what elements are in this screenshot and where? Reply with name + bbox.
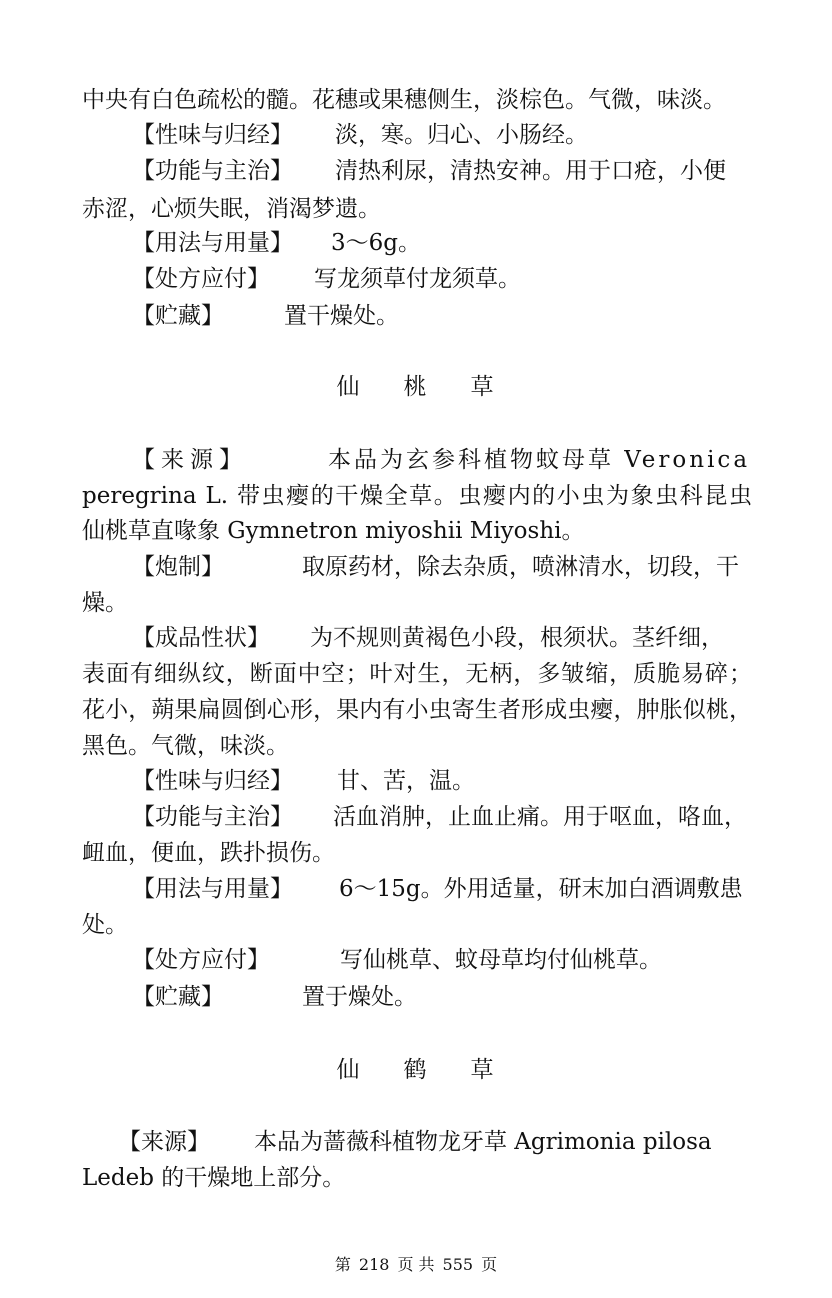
xtc-processing-row <box>132 550 752 584</box>
xtc-usage-value: 6～15g。外用适量，研末加白酒调敷患 <box>339 876 743 902</box>
entry-title-xianhecao <box>0 1053 832 1087</box>
prev-function-row <box>132 154 752 188</box>
xtc-source-row <box>132 443 752 477</box>
prev-storage-label: 【贮藏】 <box>132 303 224 329</box>
prev-taste-label: 【性味与归经】 <box>132 122 293 148</box>
xtc-taste-label: 【性味与归经】 <box>132 768 293 794</box>
prev-prescription-label: 【处方应付】 <box>132 266 270 292</box>
xtc-source-label: 【来源】 <box>132 447 248 473</box>
prev-function-cont: 赤涩，心烦失眠，消渴梦遗。 <box>82 196 381 222</box>
page-footer <box>0 1254 832 1276</box>
xtc-function-row <box>132 800 752 834</box>
prev-description-tail: 中央有白色疏松的髓。花穗或果穗侧生，淡棕色。气微，味淡。 <box>82 87 726 113</box>
xtc-source-cont-2: 仙桃草直喙象 Gymnetron miyoshii Miyoshi。 <box>82 518 585 544</box>
prev-storage-row <box>132 299 752 333</box>
title-char: 鹤 <box>403 1057 429 1083</box>
prev-function-value: 清热利尿，清热安神。用于口疮，小便 <box>335 158 726 184</box>
xtc-taste-row <box>132 764 752 798</box>
footer-prefix: 第 <box>334 1255 351 1274</box>
xtc-source-cont-1: peregrina L. 带虫瘿的干燥全草。虫瘿内的小虫为象虫科昆虫 <box>82 483 752 509</box>
xhc-source-row <box>118 1125 752 1159</box>
xtc-character-cont-1: 表面有细纵纹，断面中空；叶对生，无柄，多皱缩，质脆易碎； <box>82 661 752 687</box>
xtc-character-cont-3: 黑色。气微，味淡。 <box>82 733 289 759</box>
xtc-processing-label: 【炮制】 <box>132 554 224 580</box>
xtc-function-label: 【功能与主治】 <box>132 804 293 830</box>
xtc-processing-cont: 燥。 <box>82 590 128 616</box>
title-char: 仙 <box>336 1057 362 1083</box>
footer-suffix: 页 <box>481 1255 498 1274</box>
title-char: 草 <box>470 374 496 400</box>
prev-usage-value: 3～6g。 <box>331 230 421 256</box>
xtc-storage-value: 置于燥处。 <box>302 984 417 1010</box>
footer-middle: 页 共 <box>397 1255 435 1274</box>
title-char: 仙 <box>336 374 362 400</box>
prev-usage-label: 【用法与用量】 <box>132 230 293 256</box>
xtc-processing-value: 取原药材，除去杂质，喷淋清水，切段，干 <box>302 554 739 580</box>
xtc-prescription-row <box>132 943 752 977</box>
xtc-character-cont-2: 花小，蒴果扁圆倒心形，果内有小虫寄生者形成虫瘿，肿胀似桃， <box>82 697 752 723</box>
xtc-prescription-value: 写仙桃草、蚊母草均付仙桃草。 <box>340 947 662 973</box>
xtc-function-value: 活血消肿，止血止痛。用于呕血，咯血， <box>333 804 747 830</box>
xtc-character-value: 为不规则黄褐色小段，根须状。茎纤细， <box>310 625 724 651</box>
prev-prescription-value: 写龙须草付龙须草。 <box>314 266 521 292</box>
xtc-usage-row <box>132 872 752 906</box>
xtc-character-row <box>132 621 752 655</box>
prev-storage-value: 置干燥处。 <box>284 303 399 329</box>
prev-function-label: 【功能与主治】 <box>132 158 293 184</box>
xhc-source-cont: Ledeb 的干燥地上部分。 <box>82 1165 346 1191</box>
xtc-storage-row <box>132 980 752 1014</box>
xtc-function-cont: 衄血，便血，跌扑损伤。 <box>82 840 335 866</box>
entry-title-xiantaocao <box>0 370 832 404</box>
prev-taste-row <box>132 118 752 152</box>
title-char: 桃 <box>403 374 429 400</box>
xhc-source-label: 【来源】 <box>118 1129 210 1155</box>
title-char: 草 <box>470 1057 496 1083</box>
prev-usage-row <box>132 226 752 260</box>
xtc-storage-label: 【贮藏】 <box>132 984 224 1010</box>
xtc-usage-label: 【用法与用量】 <box>132 876 293 902</box>
xtc-usage-cont: 处。 <box>82 912 128 938</box>
xhc-source-value: 本品为蔷薇科植物龙牙草 Agrimonia pilosa <box>254 1129 712 1155</box>
prev-taste-value: 淡，寒。归心、小肠经。 <box>335 122 588 148</box>
footer-page-total: 555 <box>442 1255 474 1274</box>
xtc-source-value: 本品为玄参科植物蚊母草 Veronica <box>328 447 751 473</box>
prev-prescription-row <box>132 262 752 296</box>
footer-page-number: 218 <box>358 1255 390 1274</box>
xtc-taste-value: 甘、苦，温。 <box>337 768 475 794</box>
xtc-character-label: 【成品性状】 <box>132 625 270 651</box>
xtc-prescription-label: 【处方应付】 <box>132 947 270 973</box>
